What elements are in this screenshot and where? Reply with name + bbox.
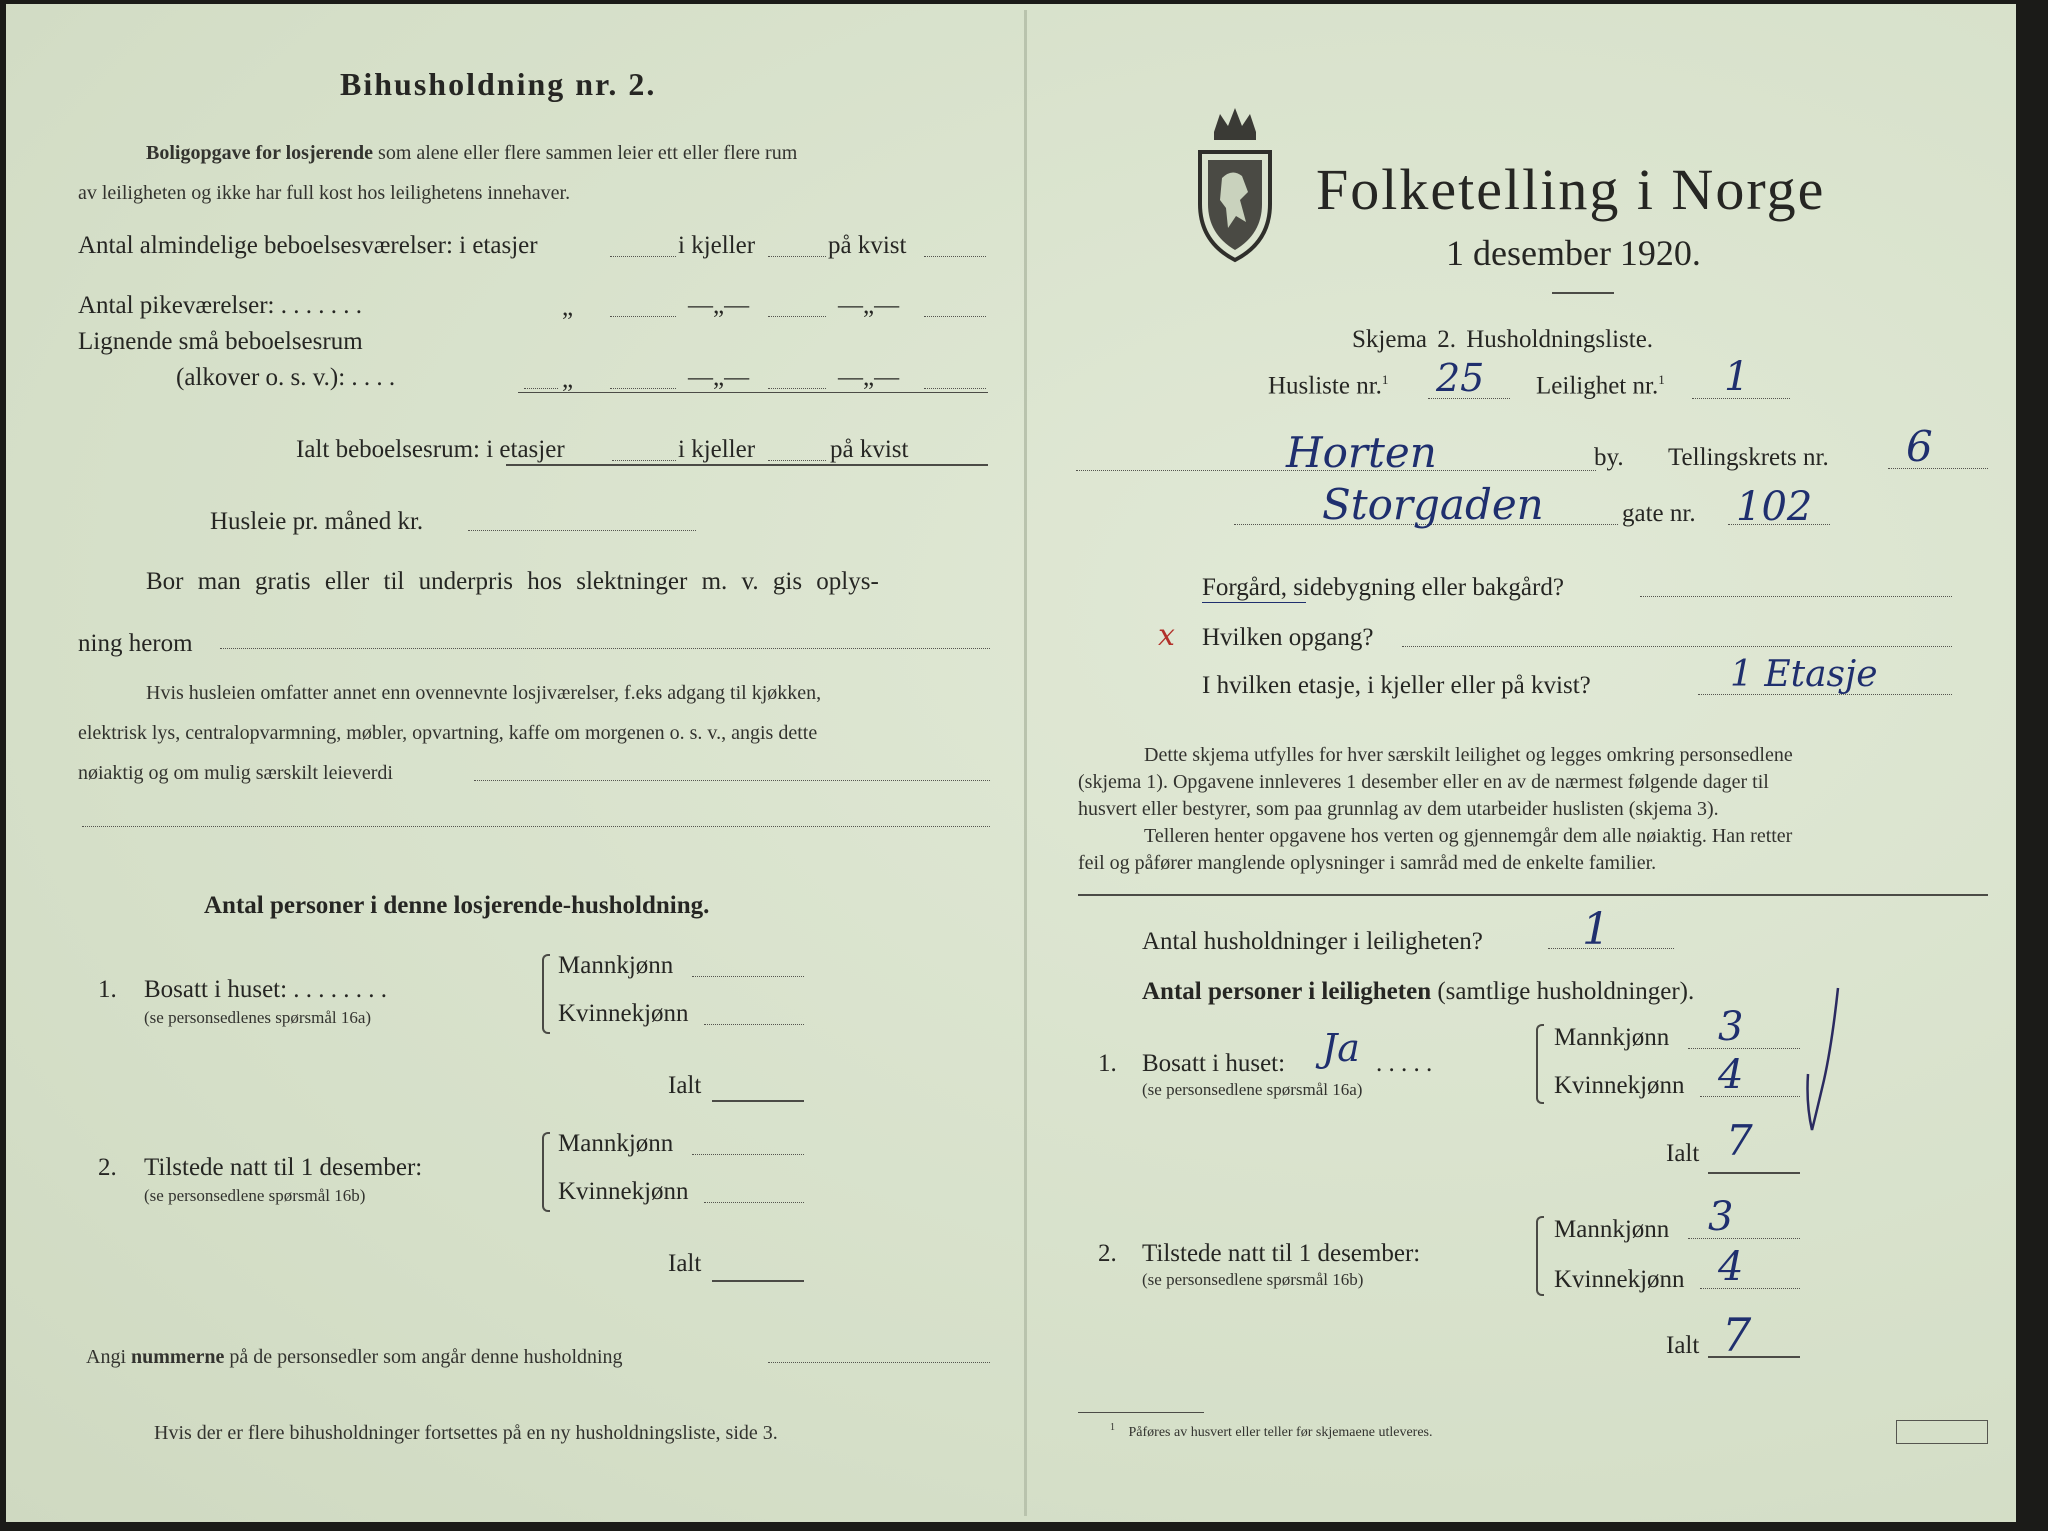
q1-label: Bosatt i huset: . . . . . . . .	[144, 976, 388, 1003]
rooms-attic: på kvist	[828, 232, 907, 259]
numbers-line	[86, 1346, 623, 1369]
r-q1-dots: . . . . .	[1376, 1050, 1433, 1077]
small-rooms-label-2: (alkover o. s. v.): . . . .	[176, 364, 396, 391]
r-q1-sub: (se personsedlene spørsmål 16a)	[1142, 1080, 1363, 1099]
instructions-line-4: Telleren henter opgavene hos verten og gjennemgår dem alle nøiaktig. Han retter	[1144, 825, 1793, 847]
street-number-value: 102	[1736, 484, 1813, 530]
intro-line-2: av leiligheten og ikke har full kost hos leilighetens innehaver.	[78, 182, 571, 204]
intro-bold: Boligopgave for losjerende	[146, 142, 374, 164]
apartment-label	[1536, 372, 1665, 400]
apartment-text: Leilighet nr.	[1536, 372, 1659, 400]
rent-note-2: elektrisk lys, centralopvarmning, møbler, opvartning, kaffe om morgenen o. s. v., angis dette	[78, 722, 818, 744]
r-q2-female-value: 4	[1718, 1244, 1744, 1290]
dash-ditto: —„—	[688, 292, 750, 319]
page-fold	[1024, 10, 1027, 1516]
street-value: Storgaden	[1322, 480, 1544, 529]
dash-ditto: —„—	[838, 364, 900, 391]
q1-sub: (se personsedlenes spørsmål 16a)	[144, 1008, 372, 1027]
instructions-line-1: Dette skjema utfylles for hver særskilt leilighet og legges omkring personsedlene	[1144, 744, 1793, 766]
households-value: 1	[1582, 904, 1610, 955]
house-list-value: 25	[1436, 356, 1485, 400]
footnote-text: Påføres av husvert eller teller før skjemaene utleveres.	[1128, 1424, 1433, 1440]
q2-male: Mannkjønn	[558, 1130, 674, 1157]
total-rooms-attic: på kvist	[830, 436, 909, 463]
rooms-cellar: i kjeller	[678, 232, 756, 259]
yard-question: Forgård, sidebygning eller bakgård?	[1202, 574, 1564, 601]
rent-note-3: nøiaktig og om mulig særskilt leieverdi	[78, 762, 393, 784]
r-q2-label: Tilstede natt til 1 desember:	[1142, 1240, 1421, 1267]
census-form-sheet	[6, 4, 2016, 1522]
numbers-rest: på de personsedler som angår denne husholdning	[229, 1346, 623, 1368]
r-q2-male-label: Mannkjønn	[1554, 1216, 1670, 1243]
total-rooms-label: Ialt beboelsesrum: i etasjer	[296, 436, 565, 463]
r-q1-male-label: Mannkjønn	[1554, 1024, 1670, 1051]
small-rooms-label-1: Lignende små beboelsesrum	[78, 328, 363, 355]
street-label: gate nr.	[1622, 500, 1696, 527]
instructions-line-5: feil og påfører manglende oplysninger i samråd med de enkelte familier.	[1078, 852, 1657, 874]
q2-female: Kvinnekjønn	[558, 1178, 689, 1205]
form-date: 1 desember 1920.	[1446, 233, 1701, 273]
r-q1-female-value: 4	[1718, 1052, 1744, 1098]
rent-note-1: Hvis husleien omfatter annet enn ovennevnte losjiværelser, f.eks adgang til kjøkken,	[146, 682, 822, 704]
floor-value: 1 Etasje	[1730, 654, 1878, 695]
r-q1-total-label: Ialt	[1666, 1140, 1700, 1167]
instructions-line-2: (skjema 1). Opgavene innleveres 1 desember eller en av de nærmest følgende dager til	[1078, 771, 1769, 793]
intro-line-1	[146, 142, 797, 165]
house-list-label	[1268, 372, 1388, 400]
r-q1-annotation: Ja	[1322, 1026, 1360, 1070]
district-label: Tellingskrets nr.	[1668, 444, 1829, 471]
ditto-mark: „	[562, 366, 574, 393]
r-q2-sub: (se personsedlene spørsmål 16b)	[1142, 1270, 1364, 1289]
form-title: Folketelling i Norge	[1316, 157, 1826, 222]
households-label: Antal husholdninger i leiligheten?	[1142, 928, 1483, 955]
maid-rooms-label: Antal pikeværelser: . . . . . . .	[78, 292, 362, 319]
intro-rest: som alene eller flere sammen leier ett eller flere rum	[378, 142, 798, 164]
entrance-mark: x	[1158, 618, 1175, 653]
footnote	[1110, 1422, 1432, 1441]
r-q1-num: 1.	[1098, 1050, 1117, 1077]
r-q2-male-value: 3	[1708, 1194, 1734, 1240]
q2-total: Ialt	[668, 1250, 702, 1277]
q1-male: Mannkjønn	[558, 952, 674, 979]
persons-rest: (samtlige husholdninger).	[1437, 978, 1695, 1005]
city-value: Horten	[1286, 428, 1437, 477]
left-heading: Bihusholdning nr. 2.	[340, 66, 657, 102]
persons-bold: Antal personer i leiligheten	[1142, 978, 1432, 1005]
r-q1-total-value: 7	[1726, 1116, 1753, 1165]
r-q1-male-value: 3	[1718, 1004, 1744, 1050]
dash-ditto: —„—	[688, 364, 750, 391]
check-stroke-icon	[1802, 984, 1842, 1134]
free-line-1: Bor man gratis eller til underpris hos slektninger m. v. gis oplys-	[146, 568, 879, 595]
footnote-ref: 1	[1381, 372, 1389, 387]
free-line-2: ning herom	[78, 630, 193, 657]
district-value: 6	[1906, 422, 1933, 471]
persons-heading: Antal personer i denne losjerende-husholdning.	[204, 892, 710, 919]
schema-label: Skjema 2. Husholdningsliste.	[1352, 326, 1654, 353]
r-q1-label: Bosatt i huset:	[1142, 1050, 1286, 1077]
total-rooms-cellar: i kjeller	[678, 436, 756, 463]
persons-heading-right	[1142, 978, 1694, 1006]
q2-label: Tilstede natt til 1 desember:	[144, 1154, 423, 1181]
r-q2-total-value: 7	[1722, 1308, 1752, 1362]
q2-sub: (se personsedlene spørsmål 16b)	[144, 1186, 366, 1205]
numbers-prefix: Angi	[86, 1346, 126, 1368]
house-list-text: Husliste nr.	[1268, 372, 1382, 400]
numbers-bold: nummerne	[131, 1346, 225, 1368]
printer-stamp	[1896, 1420, 1988, 1444]
entrance-question: Hvilken opgang?	[1202, 624, 1374, 651]
dash-ditto: —„—	[838, 292, 900, 319]
r-q2-num: 2.	[1098, 1240, 1117, 1267]
continue-note: Hvis der er flere bihusholdninger fortsettes på en ny husholdningsliste, side 3.	[154, 1422, 778, 1444]
r-q2-total-label: Ialt	[1666, 1332, 1700, 1359]
q1-total: Ialt	[668, 1072, 702, 1099]
apartment-value: 1	[1724, 354, 1750, 400]
q1-num: 1.	[98, 976, 117, 1003]
r-q1-female-label: Kvinnekjønn	[1554, 1072, 1685, 1099]
city-suffix: by.	[1594, 444, 1624, 471]
rent-label: Husleie pr. måned kr.	[210, 508, 424, 535]
ditto-mark: „	[562, 294, 574, 321]
rooms-label: Antal almindelige beboelsesværelser: i etasjer	[78, 232, 538, 259]
norwegian-coat-of-arms-icon	[1192, 104, 1278, 264]
floor-question: I hvilken etasje, i kjeller eller på kvist?	[1202, 672, 1591, 699]
q2-num: 2.	[98, 1154, 117, 1181]
q1-female: Kvinnekjønn	[558, 1000, 689, 1027]
footnote-mark: 1	[1110, 1422, 1115, 1433]
footnote-ref: 1	[1658, 372, 1665, 387]
r-q2-female-label: Kvinnekjønn	[1554, 1266, 1685, 1293]
instructions-line-3: husvert eller bestyrer, som paa grunnlag av dem utarbeider huslisten (skjema 3).	[1078, 798, 1719, 820]
